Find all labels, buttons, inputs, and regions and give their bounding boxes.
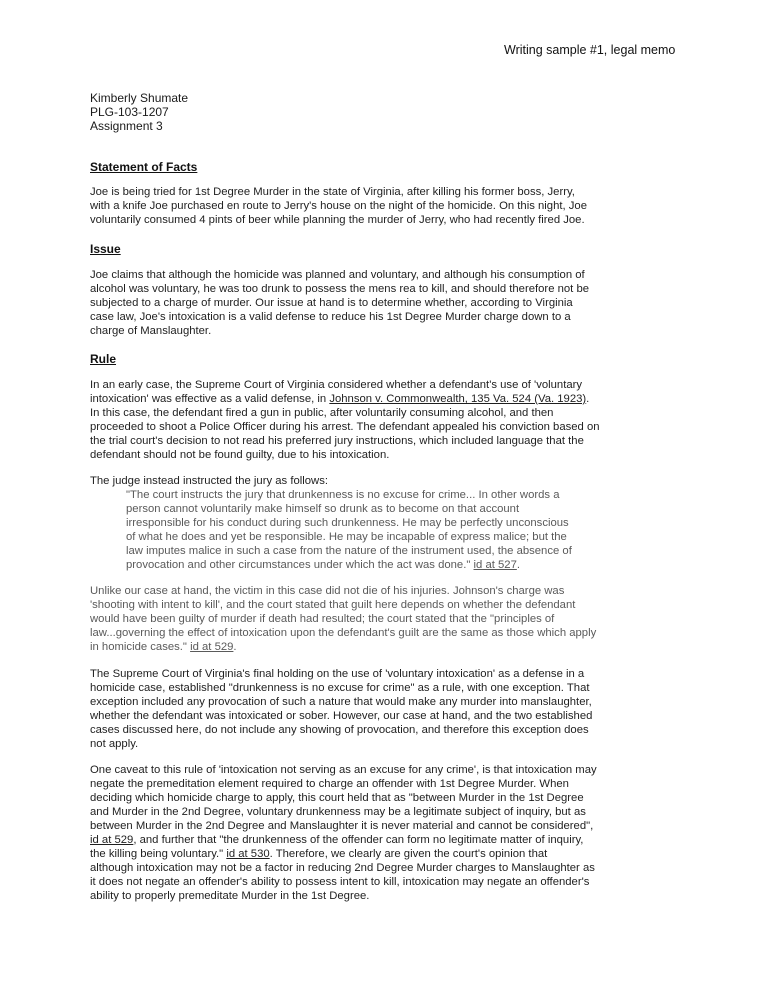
paragraph-line: negate the premeditation element required to charge an offender with 1st Degree Murder. When — [90, 777, 569, 790]
page-header-title: Writing sample #1, legal memo — [504, 43, 676, 57]
line-text: . — [233, 640, 237, 653]
unlike-paragraph — [90, 585, 690, 655]
quote-line — [126, 559, 646, 573]
id-citation-link[interactable]: id at 529 — [190, 640, 234, 653]
paragraph-line — [90, 641, 690, 655]
paragraph-line: 'shooting with intent to kill', and the court stated that guilt here depends on whether the defendant — [90, 598, 576, 611]
rule-paragraph-1 — [90, 379, 690, 463]
course-code: PLG-103-1207 — [90, 105, 169, 119]
paragraph-line: not apply. — [90, 737, 139, 750]
id-citation-link[interactable]: id at 529 — [90, 833, 134, 846]
line-text: . Therefore, we clearly are given the court's opinion that — [269, 847, 548, 860]
paragraph-line: The Supreme Court of Virginia's final holding on the use of 'voluntary intoxication' as a defense in a — [90, 668, 585, 680]
author-block — [90, 91, 188, 133]
quote-line: person cannot voluntarily make himself so drunk as to become on that account — [126, 502, 520, 515]
paragraph-line: ability to properly premeditate Murder in the 1st Degree. — [90, 889, 370, 902]
paragraph-line: The judge instead instructed the jury as follows: — [90, 475, 328, 487]
line-text: provocation and other circumstances under which the act was done." — [126, 558, 474, 571]
quote-line: "The court instructs the jury that drunkenness is no excuse for crime... In other words a — [126, 489, 560, 501]
paragraph-line: voluntarily consumed 4 pints of beer while planning the murder of Jerry, who had recently fired Joe. — [90, 213, 585, 226]
paragraph-line: with a knife Joe purchased en route to Jerry's house on the night of the homicide. On this night, Joe — [90, 199, 588, 212]
paragraph-line — [90, 834, 690, 848]
case-citation-link[interactable]: Johnson v. Commonwealth, 135 Va. 524 (Va. 1923) — [329, 392, 587, 405]
quote-line: of what he does and yet be responsible. He may be incapable of express malice; but the — [126, 530, 567, 543]
paragraph-line — [90, 393, 690, 407]
caveat-paragraph — [90, 764, 690, 904]
id-citation-link[interactable]: id at 530 — [226, 847, 270, 860]
paragraph-line: although intoxication may not be a factor in reducing 2nd Degree Murder charges to Manslaughter as — [90, 861, 595, 874]
quote-line: law imputes malice in such a case from the nature of the instrument used, the absence of — [126, 544, 572, 557]
paragraph-line: In an early case, the Supreme Court of Virginia considered whether a defendant's use of 'voluntary — [90, 379, 583, 391]
paragraph-line: proceeded to shoot a Police Officer during his arrest. The defendant appealed his conviction based on — [90, 420, 600, 433]
id-citation-link[interactable]: id at 527 — [473, 558, 517, 571]
paragraph-line: Unlike our case at hand, the victim in this case did not die of his injuries. Johnson's charge was — [90, 585, 565, 597]
assignment-label: Assignment 3 — [90, 119, 163, 133]
facts-paragraph — [90, 186, 690, 228]
holding-paragraph — [90, 668, 690, 752]
jury-instruction-quote — [126, 489, 646, 573]
paragraph-line: case law, Joe's intoxication is a valid defense to reduce his 1st Degree Murder charge down to a — [90, 310, 571, 323]
paragraph-line: homicide case, established "drunkenness is no excuse for crime" as a rule, with one exception. That — [90, 681, 590, 694]
paragraph-line: exception included any provocation of such a nature that would make any murder into manslaughter, — [90, 695, 592, 708]
issue-paragraph — [90, 269, 690, 339]
paragraph-line: defendant should not be found guilty, due to his intoxication. — [90, 448, 390, 461]
line-text: . — [516, 558, 520, 571]
paragraph-line — [90, 848, 690, 862]
paragraph-line: alcohol was voluntary, he was too drunk to possess the mens rea to kill, and should therefore not be — [90, 282, 590, 295]
paragraph-line: cases discussed here, do not include any showing of provocation, and therefore this exception does — [90, 723, 589, 736]
paragraph-line: subjected to a charge of murder. Our issue at hand is to determine whether, according to Virginia — [90, 296, 573, 309]
paragraph-line: deciding which homicide charge to apply, this court held that as "between Murder in the 1st Degree — [90, 791, 584, 804]
paragraph-line: between Murder in the 2nd Degree and Manslaughter it is never material and cannot be considered", — [90, 819, 594, 832]
paragraph-line: would have been guilty of murder if death had resulted; the court stated that the "principles of — [90, 612, 555, 625]
paragraph-line: Joe is being tried for 1st Degree Murder in the state of Virginia, after killing his former boss, Jerry, — [90, 186, 575, 198]
paragraph-line: In this case, the defendant fired a gun in public, after voluntarily consuming alcohol, and then — [90, 406, 554, 419]
paragraph-line: Joe claims that although the homicide was planned and voluntary, and although his consumption of — [90, 269, 585, 281]
paragraph-line: the trial court's decision to not read his preferred jury instructions, which included language that the — [90, 434, 584, 447]
paragraph-line: law...governing the effect of intoxication upon the defendant's guilt are the same as those which apply — [90, 626, 597, 639]
paragraph-line: whether the defendant was intoxicated or sober. However, our case at hand, and the two established — [90, 709, 593, 722]
issue-heading: Issue — [90, 242, 121, 256]
line-text: . — [586, 392, 590, 405]
paragraph-line: and Murder in the 2nd Degree, voluntary drunkenness may be a legitimate subject of inquiry, but as — [90, 805, 586, 818]
rule-heading: Rule — [90, 352, 117, 366]
line-text: in homicide cases." — [90, 640, 191, 653]
paragraph-line: it does not negate an offender's ability to possess intent to kill, intoxication may negate an offender's — [90, 875, 590, 888]
judge-intro — [90, 475, 690, 489]
quote-line: irresponsible for his conduct during such drunkenness. He may be perfectly unconscious — [126, 516, 569, 529]
facts-heading: Statement of Facts — [90, 160, 198, 174]
line-text: intoxication' was effective as a valid defense, in — [90, 392, 330, 405]
paragraph-line: One caveat to this rule of 'intoxication not serving as an excuse for any crime', is that intoxication may — [90, 764, 597, 776]
line-text: the killing being voluntary." — [90, 847, 227, 860]
author-name: Kimberly Shumate — [90, 91, 189, 105]
line-text: , and further that "the drunkenness of the offender can form no legitimate matter of inquiry, — [133, 833, 584, 846]
paragraph-line: charge of Manslaughter. — [90, 324, 212, 337]
